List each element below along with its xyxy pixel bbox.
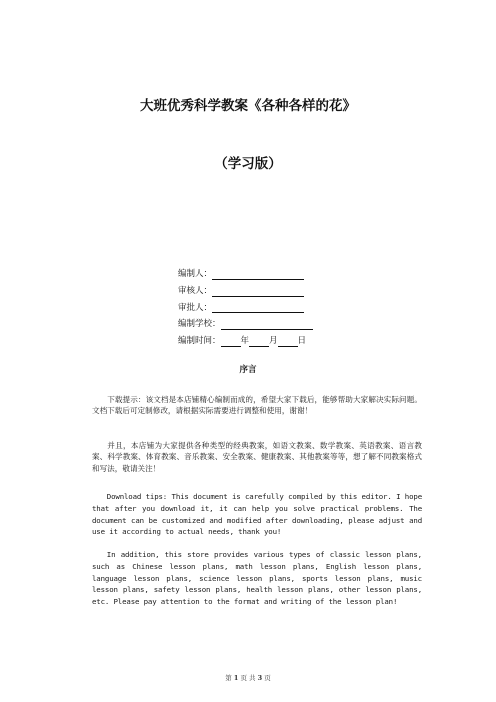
preface-paragraph-4: In addition, this store provides various types of classic lesson plans, such as Chinese lesson plans, math lesson plans, English lesson plans, language lesson plans, science lesson plans, sports lesson plans, music lesson plans, safety lesson plans, health lesson plans, other lesson plans, etc. Please pay attention to the format and writing of the lesson plan! <box>92 550 422 606</box>
month-blank <box>249 337 269 347</box>
footer-page-number: 1 <box>233 674 239 682</box>
school-row <box>178 316 313 333</box>
month-label: 月 <box>269 336 278 347</box>
compiler-blank <box>212 270 304 280</box>
reviewer-blank <box>212 287 304 297</box>
approver-blank <box>212 303 304 313</box>
document-subtitle: （学习版） <box>214 156 282 172</box>
time-row <box>178 333 313 350</box>
preface-heading: 序言 <box>239 365 257 375</box>
preface-paragraph-3: Download tips: This document is carefully compiled by this editor. I hope that after you download it, it can help you solve practical problems. The document can be customized and modified after downloading, please adjust and use it according to actual needs, thank you! <box>92 492 422 537</box>
approver-label: 审批人： <box>178 302 213 313</box>
school-blank <box>221 320 313 330</box>
meta-block <box>178 266 313 350</box>
time-label: 编制时间： <box>178 336 221 347</box>
year-label: 年 <box>240 336 250 347</box>
footer-mid: 页 共 <box>240 674 256 682</box>
day-blank <box>278 337 298 347</box>
school-label: 编制学校： <box>178 319 221 330</box>
day-label: 日 <box>297 336 307 347</box>
compiler-row <box>178 266 313 283</box>
footer-suffix: 页 <box>264 674 271 682</box>
footer-total-pages: 3 <box>257 674 263 682</box>
footer-prefix: 第 <box>225 674 232 682</box>
document-title: 大班优秀科学教案《各种各样的花》 <box>140 98 356 114</box>
reviewer-row <box>178 283 313 300</box>
page-footer <box>0 673 496 682</box>
approver-row <box>178 300 313 317</box>
year-blank <box>221 337 241 347</box>
compiler-label: 编制人： <box>178 269 213 279</box>
preface-paragraph-1: 下载提示：该文档是本店铺精心编制而成的，希望大家下载后，能够帮助大家解决实际问题。文档下载后可定制修改，请根据实际需要进行调整和使用，谢谢！ <box>92 394 422 416</box>
preface-paragraph-2: 并且，本店铺为大家提供各种类型的经典教案，如语文教案、数学教案、英语教案、语言教案、科学教案、体育教案、音乐教案、安全教案、健康教案、其他教案等等，想了解不同教案格式和写法，敬请关注！ <box>92 440 422 473</box>
reviewer-label: 审核人： <box>178 285 213 296</box>
